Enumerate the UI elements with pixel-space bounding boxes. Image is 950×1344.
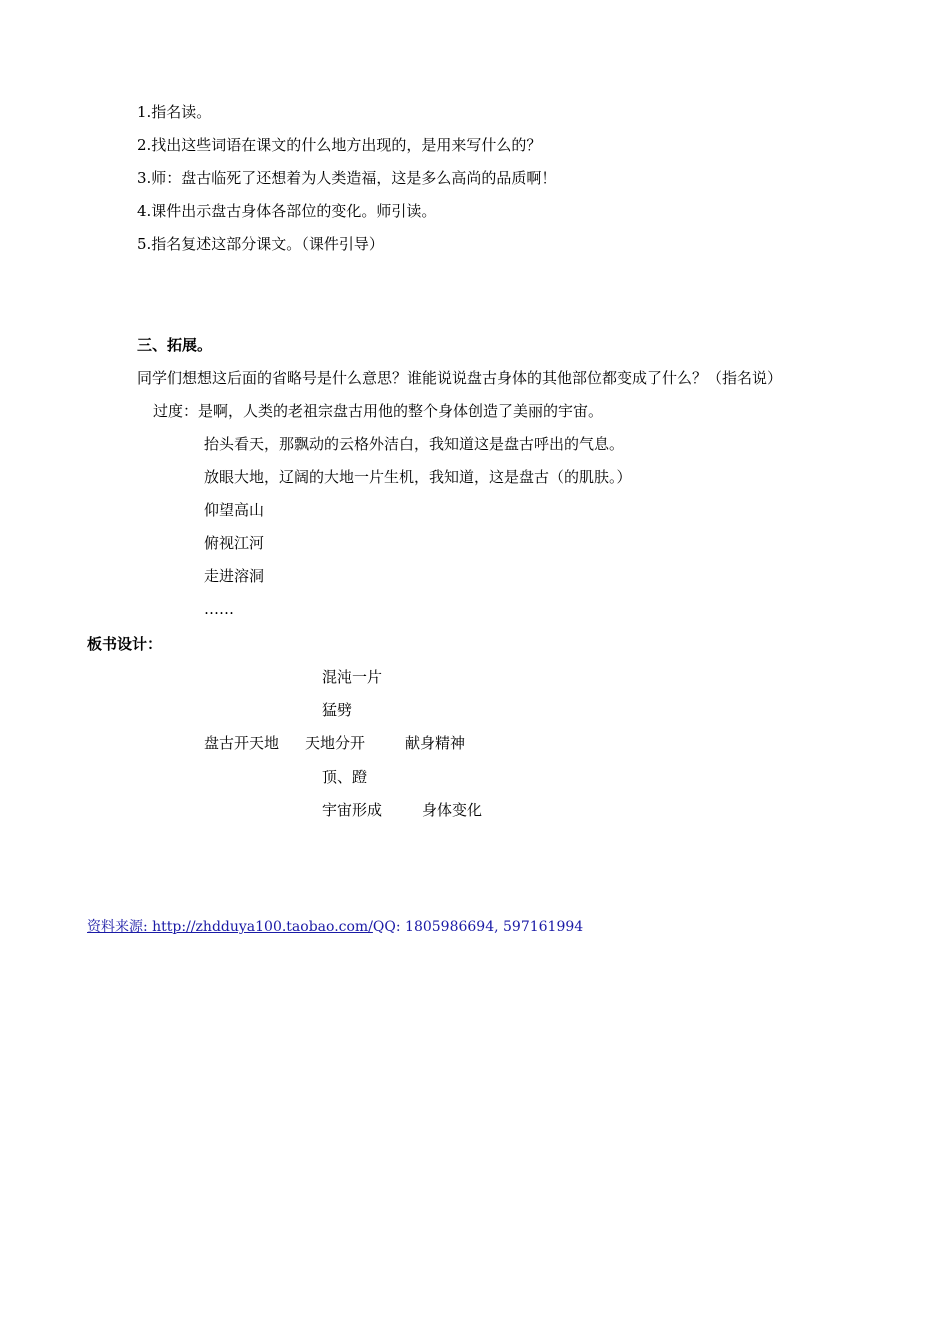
step-4: 4.课件出示盘古身体各部位的变化。师引读。 [137,202,437,220]
board-heading: 板书设计： [87,635,163,653]
extension-line-sky: 抬头看天，那飘动的云格外洁白，我知道这是盘古呼出的气息。 [204,435,625,453]
board-chaos: 混沌一片 [322,668,383,686]
board-spirit: 献身精神 [405,734,466,752]
extension-transition: 过度：是啊，人类的老祖宗盘古用他的整个身体创造了美丽的宇宙。 [153,402,604,420]
extension-line-river: 俯视江河 [204,534,265,552]
source-link[interactable]: 资料来源: http://zhdduya100.taobao.com/ [87,919,373,935]
extension-heading: 三、拓展。 [137,336,213,354]
source-footer [87,917,583,937]
board-title: 盘古开天地 [204,734,280,752]
extension-line-cave: 走进溶洞 [204,567,265,585]
extension-ellipsis: …… [204,600,234,618]
board-universe: 宇宙形成 [322,801,383,819]
step-2: 2.找出这些词语在课文的什么地方出现的，是用来写什么的？ [137,136,542,154]
board-split: 猛劈 [322,701,353,719]
board-separate: 天地分开 [305,734,366,752]
source-qq: QQ: 1805986694, 597161994 [372,919,584,935]
step-1: 1.指名读。 [137,103,212,121]
board-body: 身体变化 [422,801,483,819]
extension-line-mountain: 仰望高山 [204,501,265,519]
board-push: 顶、蹬 [322,768,368,786]
extension-line-earth: 放眼大地，辽阔的大地一片生机，我知道，这是盘古（的肌肤。） [204,468,632,486]
step-5: 5.指名复述这部分课文。（课件引导） [137,235,384,253]
step-3: 3.师：盘古临死了还想着为人类造福，这是多么高尚的品质啊！ [137,169,557,187]
extension-question: 同学们想想这后面的省略号是什么意思？谁能说说盘古身体的其他部位都变成了什么？（指名说） [137,369,783,387]
